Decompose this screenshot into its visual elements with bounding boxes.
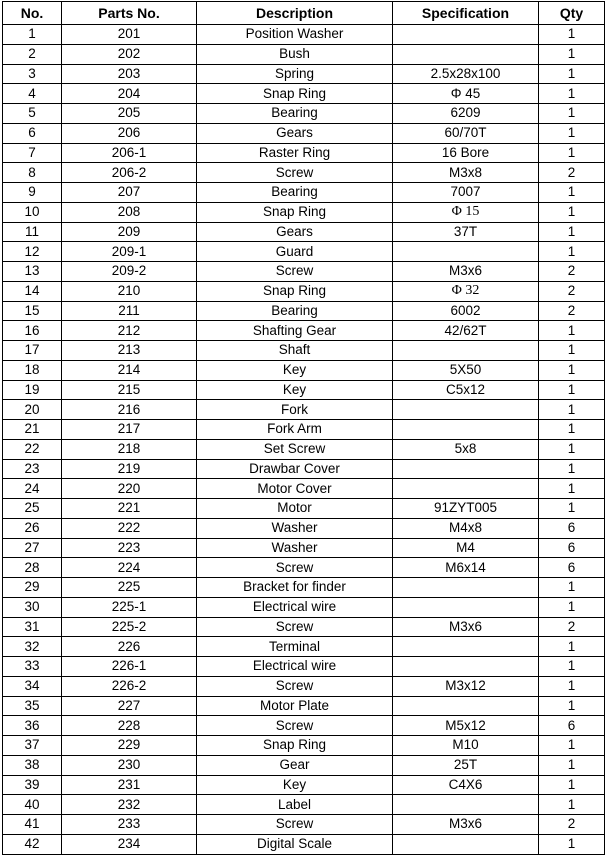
cell-qty: 1 <box>539 64 605 84</box>
cell-qty: 2 <box>539 617 605 637</box>
table-row <box>3 459 605 479</box>
cell-qty: 2 <box>539 163 605 183</box>
table-row <box>3 242 605 262</box>
cell-description: Screw <box>197 558 393 578</box>
table-row <box>3 281 605 301</box>
cell-no: 40 <box>3 795 62 815</box>
table-row <box>3 301 605 321</box>
cell-no: 5 <box>3 104 62 124</box>
table-row <box>3 163 605 183</box>
cell-description: Washer <box>197 518 393 538</box>
cell-specification <box>393 696 539 716</box>
table-row <box>3 597 605 617</box>
cell-specification: C5x12 <box>393 380 539 400</box>
cell-no: 25 <box>3 499 62 519</box>
cell-parts-no: 222 <box>62 518 197 538</box>
parts-table-body <box>3 25 605 855</box>
table-row <box>3 558 605 578</box>
cell-parts-no: 201 <box>62 25 197 45</box>
cell-specification: 5x8 <box>393 439 539 459</box>
cell-parts-no: 206 <box>62 123 197 143</box>
cell-qty: 6 <box>539 558 605 578</box>
header-parts-no: Parts No. <box>62 2 197 25</box>
cell-description: Fork Arm <box>197 420 393 440</box>
table-row <box>3 795 605 815</box>
cell-qty: 1 <box>539 597 605 617</box>
cell-specification: 2.5x28x100 <box>393 64 539 84</box>
cell-no: 18 <box>3 360 62 380</box>
cell-qty: 1 <box>539 439 605 459</box>
cell-no: 7 <box>3 143 62 163</box>
cell-parts-no: 227 <box>62 696 197 716</box>
cell-qty: 1 <box>539 123 605 143</box>
cell-description: Guard <box>197 242 393 262</box>
cell-parts-no: 225-1 <box>62 597 197 617</box>
cell-no: 29 <box>3 578 62 598</box>
cell-parts-no: 216 <box>62 400 197 420</box>
cell-description: Bearing <box>197 301 393 321</box>
cell-description: Key <box>197 360 393 380</box>
cell-no: 33 <box>3 657 62 677</box>
cell-qty: 1 <box>539 755 605 775</box>
cell-no: 19 <box>3 380 62 400</box>
cell-qty: 1 <box>539 499 605 519</box>
cell-specification <box>393 834 539 854</box>
cell-qty: 1 <box>539 183 605 203</box>
cell-description: Set Screw <box>197 439 393 459</box>
header-no: No. <box>3 2 62 25</box>
table-row <box>3 202 605 222</box>
cell-parts-no: 209-1 <box>62 242 197 262</box>
cell-qty: 1 <box>539 736 605 756</box>
cell-qty: 2 <box>539 262 605 282</box>
cell-parts-no: 217 <box>62 420 197 440</box>
table-row <box>3 538 605 558</box>
cell-parts-no: 218 <box>62 439 197 459</box>
cell-specification <box>393 637 539 657</box>
table-row <box>3 518 605 538</box>
cell-description: Position Washer <box>197 25 393 45</box>
cell-specification <box>393 479 539 499</box>
cell-specification: Φ 45 <box>393 84 539 104</box>
parts-table <box>2 1 605 855</box>
table-row <box>3 84 605 104</box>
cell-description: Screw <box>197 163 393 183</box>
cell-specification: M5x12 <box>393 716 539 736</box>
cell-specification <box>393 459 539 479</box>
table-row <box>3 143 605 163</box>
cell-qty: 1 <box>539 380 605 400</box>
cell-parts-no: 229 <box>62 736 197 756</box>
cell-no: 10 <box>3 202 62 222</box>
cell-no: 35 <box>3 696 62 716</box>
cell-specification <box>393 400 539 420</box>
cell-no: 3 <box>3 64 62 84</box>
cell-description: Snap Ring <box>197 736 393 756</box>
cell-parts-no: 226-2 <box>62 676 197 696</box>
cell-specification <box>393 25 539 45</box>
cell-qty: 1 <box>539 637 605 657</box>
cell-description: Screw <box>197 262 393 282</box>
cell-parts-no: 210 <box>62 281 197 301</box>
cell-specification: M6x14 <box>393 558 539 578</box>
cell-no: 24 <box>3 479 62 499</box>
cell-no: 15 <box>3 301 62 321</box>
cell-qty: 1 <box>539 222 605 242</box>
cell-parts-no: 220 <box>62 479 197 499</box>
cell-qty: 6 <box>539 716 605 736</box>
header-description: Description <box>197 2 393 25</box>
cell-description: Screw <box>197 617 393 637</box>
cell-specification <box>393 597 539 617</box>
cell-specification: 7007 <box>393 183 539 203</box>
cell-qty: 1 <box>539 202 605 222</box>
cell-qty: 2 <box>539 301 605 321</box>
cell-no: 32 <box>3 637 62 657</box>
cell-specification <box>393 795 539 815</box>
cell-description: Key <box>197 380 393 400</box>
cell-parts-no: 209 <box>62 222 197 242</box>
table-row <box>3 183 605 203</box>
parts-table-header <box>3 2 605 25</box>
cell-no: 22 <box>3 439 62 459</box>
cell-qty: 1 <box>539 360 605 380</box>
cell-specification: 91ZYT005 <box>393 499 539 519</box>
header-specification: Specification <box>393 2 539 25</box>
cell-no: 1 <box>3 25 62 45</box>
cell-parts-no: 208 <box>62 202 197 222</box>
cell-qty: 1 <box>539 143 605 163</box>
cell-specification <box>393 657 539 677</box>
table-row <box>3 360 605 380</box>
cell-no: 39 <box>3 775 62 795</box>
cell-qty: 1 <box>539 696 605 716</box>
cell-specification: M3x8 <box>393 163 539 183</box>
table-row <box>3 64 605 84</box>
cell-specification <box>393 578 539 598</box>
cell-description: Raster Ring <box>197 143 393 163</box>
cell-description: Gears <box>197 222 393 242</box>
cell-qty: 2 <box>539 815 605 835</box>
cell-no: 30 <box>3 597 62 617</box>
cell-description: Bush <box>197 44 393 64</box>
cell-specification: 16 Bore <box>393 143 539 163</box>
table-row <box>3 479 605 499</box>
cell-qty: 6 <box>539 518 605 538</box>
table-row <box>3 262 605 282</box>
table-row <box>3 815 605 835</box>
cell-description: Digital Scale <box>197 834 393 854</box>
cell-qty: 1 <box>539 578 605 598</box>
cell-description: Bracket for finder <box>197 578 393 598</box>
cell-no: 4 <box>3 84 62 104</box>
cell-specification: 5X50 <box>393 360 539 380</box>
cell-parts-no: 232 <box>62 795 197 815</box>
cell-no: 27 <box>3 538 62 558</box>
cell-parts-no: 225 <box>62 578 197 598</box>
cell-description: Terminal <box>197 637 393 657</box>
cell-qty: 2 <box>539 281 605 301</box>
cell-no: 8 <box>3 163 62 183</box>
cell-no: 2 <box>3 44 62 64</box>
cell-description: Electrical wire <box>197 597 393 617</box>
cell-parts-no: 231 <box>62 775 197 795</box>
cell-no: 42 <box>3 834 62 854</box>
cell-specification: Φ 15 <box>393 202 539 222</box>
table-row <box>3 44 605 64</box>
cell-parts-no: 206-2 <box>62 163 197 183</box>
cell-qty: 1 <box>539 834 605 854</box>
cell-parts-no: 226-1 <box>62 657 197 677</box>
cell-specification: M3x12 <box>393 676 539 696</box>
cell-no: 23 <box>3 459 62 479</box>
table-row <box>3 775 605 795</box>
cell-qty: 1 <box>539 104 605 124</box>
cell-parts-no: 204 <box>62 84 197 104</box>
cell-description: Bearing <box>197 104 393 124</box>
cell-parts-no: 219 <box>62 459 197 479</box>
cell-no: 16 <box>3 321 62 341</box>
cell-parts-no: 211 <box>62 301 197 321</box>
cell-description: Gear <box>197 755 393 775</box>
cell-description: Bearing <box>197 183 393 203</box>
table-row <box>3 657 605 677</box>
table-row <box>3 321 605 341</box>
cell-parts-no: 221 <box>62 499 197 519</box>
cell-description: Drawbar Cover <box>197 459 393 479</box>
cell-description: Key <box>197 775 393 795</box>
table-row <box>3 439 605 459</box>
cell-no: 9 <box>3 183 62 203</box>
cell-parts-no: 226 <box>62 637 197 657</box>
table-row <box>3 637 605 657</box>
cell-parts-no: 202 <box>62 44 197 64</box>
cell-no: 37 <box>3 736 62 756</box>
cell-no: 17 <box>3 341 62 361</box>
cell-parts-no: 213 <box>62 341 197 361</box>
table-row <box>3 380 605 400</box>
cell-qty: 1 <box>539 479 605 499</box>
cell-description: Snap Ring <box>197 84 393 104</box>
table-row <box>3 578 605 598</box>
cell-description: Fork <box>197 400 393 420</box>
table-row <box>3 736 605 756</box>
cell-qty: 1 <box>539 321 605 341</box>
cell-qty: 6 <box>539 538 605 558</box>
cell-description: Motor Plate <box>197 696 393 716</box>
table-row <box>3 617 605 637</box>
cell-no: 11 <box>3 222 62 242</box>
cell-qty: 1 <box>539 795 605 815</box>
table-row <box>3 123 605 143</box>
table-row <box>3 755 605 775</box>
cell-specification: M4x8 <box>393 518 539 538</box>
cell-parts-no: 230 <box>62 755 197 775</box>
cell-parts-no: 209-2 <box>62 262 197 282</box>
cell-qty: 1 <box>539 400 605 420</box>
cell-specification: M3x6 <box>393 262 539 282</box>
cell-qty: 1 <box>539 84 605 104</box>
header-row <box>3 2 605 25</box>
cell-parts-no: 233 <box>62 815 197 835</box>
table-row <box>3 25 605 45</box>
cell-description: Screw <box>197 716 393 736</box>
cell-specification: C4X6 <box>393 775 539 795</box>
cell-no: 20 <box>3 400 62 420</box>
cell-parts-no: 206-1 <box>62 143 197 163</box>
cell-qty: 1 <box>539 44 605 64</box>
cell-specification: 6002 <box>393 301 539 321</box>
cell-specification: 6209 <box>393 104 539 124</box>
cell-no: 34 <box>3 676 62 696</box>
cell-specification: 37T <box>393 222 539 242</box>
cell-specification: 42/62T <box>393 321 539 341</box>
cell-qty: 1 <box>539 25 605 45</box>
cell-qty: 1 <box>539 657 605 677</box>
cell-description: Gears <box>197 123 393 143</box>
table-row <box>3 676 605 696</box>
cell-parts-no: 203 <box>62 64 197 84</box>
table-row <box>3 834 605 854</box>
cell-no: 38 <box>3 755 62 775</box>
cell-description: Screw <box>197 815 393 835</box>
cell-qty: 1 <box>539 420 605 440</box>
cell-parts-no: 225-2 <box>62 617 197 637</box>
cell-parts-no: 214 <box>62 360 197 380</box>
cell-qty: 1 <box>539 459 605 479</box>
cell-parts-no: 212 <box>62 321 197 341</box>
table-row <box>3 400 605 420</box>
cell-description: Motor Cover <box>197 479 393 499</box>
cell-parts-no: 215 <box>62 380 197 400</box>
cell-no: 12 <box>3 242 62 262</box>
cell-specification: Φ 32 <box>393 281 539 301</box>
cell-specification: M3x6 <box>393 815 539 835</box>
cell-no: 31 <box>3 617 62 637</box>
cell-no: 13 <box>3 262 62 282</box>
cell-description: Electrical wire <box>197 657 393 677</box>
header-qty: Qty <box>539 2 605 25</box>
cell-parts-no: 228 <box>62 716 197 736</box>
table-row <box>3 222 605 242</box>
cell-no: 41 <box>3 815 62 835</box>
cell-qty: 1 <box>539 775 605 795</box>
table-row <box>3 499 605 519</box>
cell-no: 21 <box>3 420 62 440</box>
cell-parts-no: 234 <box>62 834 197 854</box>
cell-parts-no: 207 <box>62 183 197 203</box>
table-row <box>3 420 605 440</box>
cell-description: Snap Ring <box>197 281 393 301</box>
cell-parts-no: 224 <box>62 558 197 578</box>
cell-description: Motor <box>197 499 393 519</box>
table-row <box>3 716 605 736</box>
cell-description: Snap Ring <box>197 202 393 222</box>
cell-no: 28 <box>3 558 62 578</box>
cell-specification <box>393 341 539 361</box>
cell-description: Shaft <box>197 341 393 361</box>
cell-specification: 25T <box>393 755 539 775</box>
cell-description: Label <box>197 795 393 815</box>
cell-description: Washer <box>197 538 393 558</box>
cell-description: Spring <box>197 64 393 84</box>
cell-specification: M3x6 <box>393 617 539 637</box>
cell-specification: M10 <box>393 736 539 756</box>
table-row <box>3 104 605 124</box>
cell-parts-no: 205 <box>62 104 197 124</box>
cell-description: Shafting Gear <box>197 321 393 341</box>
table-row <box>3 696 605 716</box>
cell-specification <box>393 242 539 262</box>
cell-description: Screw <box>197 676 393 696</box>
cell-specification <box>393 44 539 64</box>
cell-parts-no: 223 <box>62 538 197 558</box>
cell-no: 14 <box>3 281 62 301</box>
cell-qty: 1 <box>539 242 605 262</box>
cell-qty: 1 <box>539 341 605 361</box>
cell-specification: M4 <box>393 538 539 558</box>
parts-list-sheet <box>2 1 604 855</box>
table-row <box>3 341 605 361</box>
cell-no: 6 <box>3 123 62 143</box>
cell-no: 36 <box>3 716 62 736</box>
cell-qty: 1 <box>539 676 605 696</box>
cell-no: 26 <box>3 518 62 538</box>
cell-specification <box>393 420 539 440</box>
cell-specification: 60/70T <box>393 123 539 143</box>
